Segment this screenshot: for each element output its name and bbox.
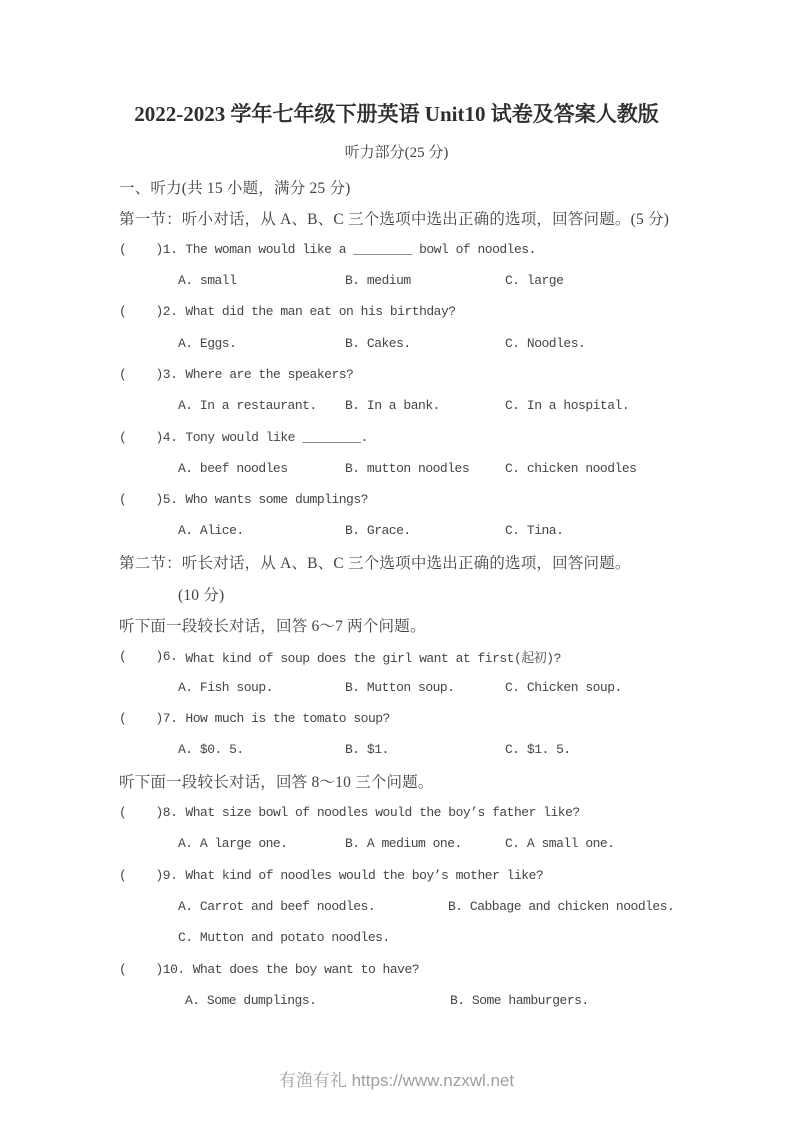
dialog1-note: [119, 609, 753, 640]
dialog2-note: [119, 766, 753, 797]
option-3-a: A. In a restaurant.: [178, 398, 317, 414]
question-4-options: [119, 453, 753, 484]
option-2-c: C. Noodles.: [505, 335, 586, 351]
question-2-text: What did the man eat on his birthday?: [185, 304, 456, 320]
answer-blank-7: ( )7.: [119, 711, 178, 727]
option-1-b: B. medium: [345, 273, 411, 289]
option-5-c: C. Tina.: [505, 523, 564, 539]
section2-instruction-line2: [119, 578, 753, 609]
option-8-a: A. A large one.: [178, 836, 288, 852]
option-7-c: C. $1. 5.: [505, 742, 571, 758]
question-1-options: [119, 265, 753, 296]
option-7-a: A. $0. 5.: [178, 742, 244, 758]
answer-blank-1: ( )1.: [119, 241, 178, 257]
question-4-text: Tony would like ________.: [185, 429, 368, 445]
section2-instruction-line1: [119, 547, 753, 578]
question-1-text: The woman would like a ________ bowl of noodles.: [185, 241, 536, 257]
question-9-options-row2: [119, 922, 753, 953]
part-one-heading-text: 一、听力(共 15 小题，满分 25 分): [119, 179, 351, 197]
option-8-c: C. A small one.: [505, 836, 615, 852]
document-title: 2022-2023 学年七年级下册英语 Unit10 试卷及答案人教版: [134, 102, 659, 126]
question-6-options: [119, 672, 753, 703]
question-2: [119, 296, 753, 327]
question-1: [119, 234, 753, 265]
dialog1-note-text: 听下面一段较长对话，回答 6～7 两个问题。: [119, 617, 426, 635]
question-3-options: [119, 390, 753, 421]
question-7-options: [119, 734, 753, 765]
footer-watermark: 有渔有礼 https://www.nzxwl.net: [278, 1071, 515, 1090]
question-7: [119, 703, 753, 734]
option-3-c: C. In a hospital.: [505, 398, 630, 414]
option-9-a: A. Carrot and beef noodles.: [178, 898, 376, 914]
answer-blank-5: ( )5.: [119, 492, 178, 508]
option-10-a: A. Some dumplings.: [185, 992, 317, 1008]
question-10: [119, 953, 753, 984]
question-7-text: How much is the tomato soup?: [185, 711, 390, 727]
option-6-a: A. Fish soup.: [178, 679, 273, 695]
option-4-a: A. beef noodles: [178, 460, 288, 476]
option-4-c: C. chicken noodles: [505, 460, 637, 476]
question-9: [119, 860, 753, 891]
question-5-options: [119, 515, 753, 546]
section2-instruction-text: 第二节：听长对话，从 A、B、C 三个选项中选出正确的选项，回答问题。: [119, 555, 631, 573]
option-1-c: C. large: [505, 273, 564, 289]
answer-blank-9: ( )9.: [119, 867, 178, 883]
question-8-text: What size bowl of noodles would the boy’s father like?: [185, 805, 580, 821]
option-8-b: B. A medium one.: [345, 836, 462, 852]
option-2-a: A. Eggs.: [178, 335, 237, 351]
option-3-b: B. In a bank.: [345, 398, 440, 414]
section2-points: (10 分): [178, 586, 225, 604]
dialog2-note-text: 听下面一段较长对话，回答 8～10 三个问题。: [119, 774, 434, 792]
section1-instruction: [119, 202, 753, 233]
answer-blank-2: ( )2.: [119, 304, 178, 320]
answer-blank-10: ( )10.: [119, 961, 185, 977]
question-4: [119, 421, 753, 452]
option-7-b: B. $1.: [345, 742, 389, 758]
question-6: [119, 640, 753, 671]
option-5-a: A. Alice.: [178, 523, 244, 539]
question-5: [119, 484, 753, 515]
listening-section-header: 听力部分(25 分): [344, 145, 449, 161]
question-5-text: Who wants some dumplings?: [185, 492, 368, 508]
question-10-options: [119, 985, 753, 1016]
answer-blank-4: ( )4.: [119, 429, 178, 445]
option-2-b: B. Cakes.: [345, 335, 411, 351]
question-9-options-row1: [119, 891, 753, 922]
answer-blank-6: ( )6.: [119, 648, 178, 664]
question-8: [119, 797, 753, 828]
option-1-a: A. small: [178, 273, 237, 289]
question-6-text: What kind of soup does the girl want at first(起初)?: [185, 650, 561, 666]
document-body: [119, 171, 753, 1016]
option-5-b: B. Grace.: [345, 523, 411, 539]
answer-blank-3: ( )3.: [119, 366, 178, 382]
question-10-text: What does the boy want to have?: [192, 961, 420, 977]
answer-blank-8: ( )8.: [119, 805, 178, 821]
part-one-heading: [119, 171, 753, 202]
option-6-c: C. Chicken soup.: [505, 679, 622, 695]
option-4-b: B. mutton noodles: [345, 460, 470, 476]
question-8-options: [119, 828, 753, 859]
question-3-text: Where are the speakers?: [185, 366, 354, 382]
option-9-b: B. Cabbage and chicken noodles.: [448, 898, 675, 914]
question-3: [119, 359, 753, 390]
option-9-c: C. Mutton and potato noodles.: [178, 930, 390, 946]
question-2-options: [119, 327, 753, 358]
question-9-text: What kind of noodles would the boy’s mother like?: [185, 867, 544, 883]
section1-instruction-text: 第一节：听小对话，从 A、B、C 三个选项中选出正确的选项，回答问题。(5 分): [119, 210, 670, 228]
option-6-b: B. Mutton soup.: [345, 679, 455, 695]
option-10-b: B. Some hamburgers.: [450, 992, 589, 1008]
